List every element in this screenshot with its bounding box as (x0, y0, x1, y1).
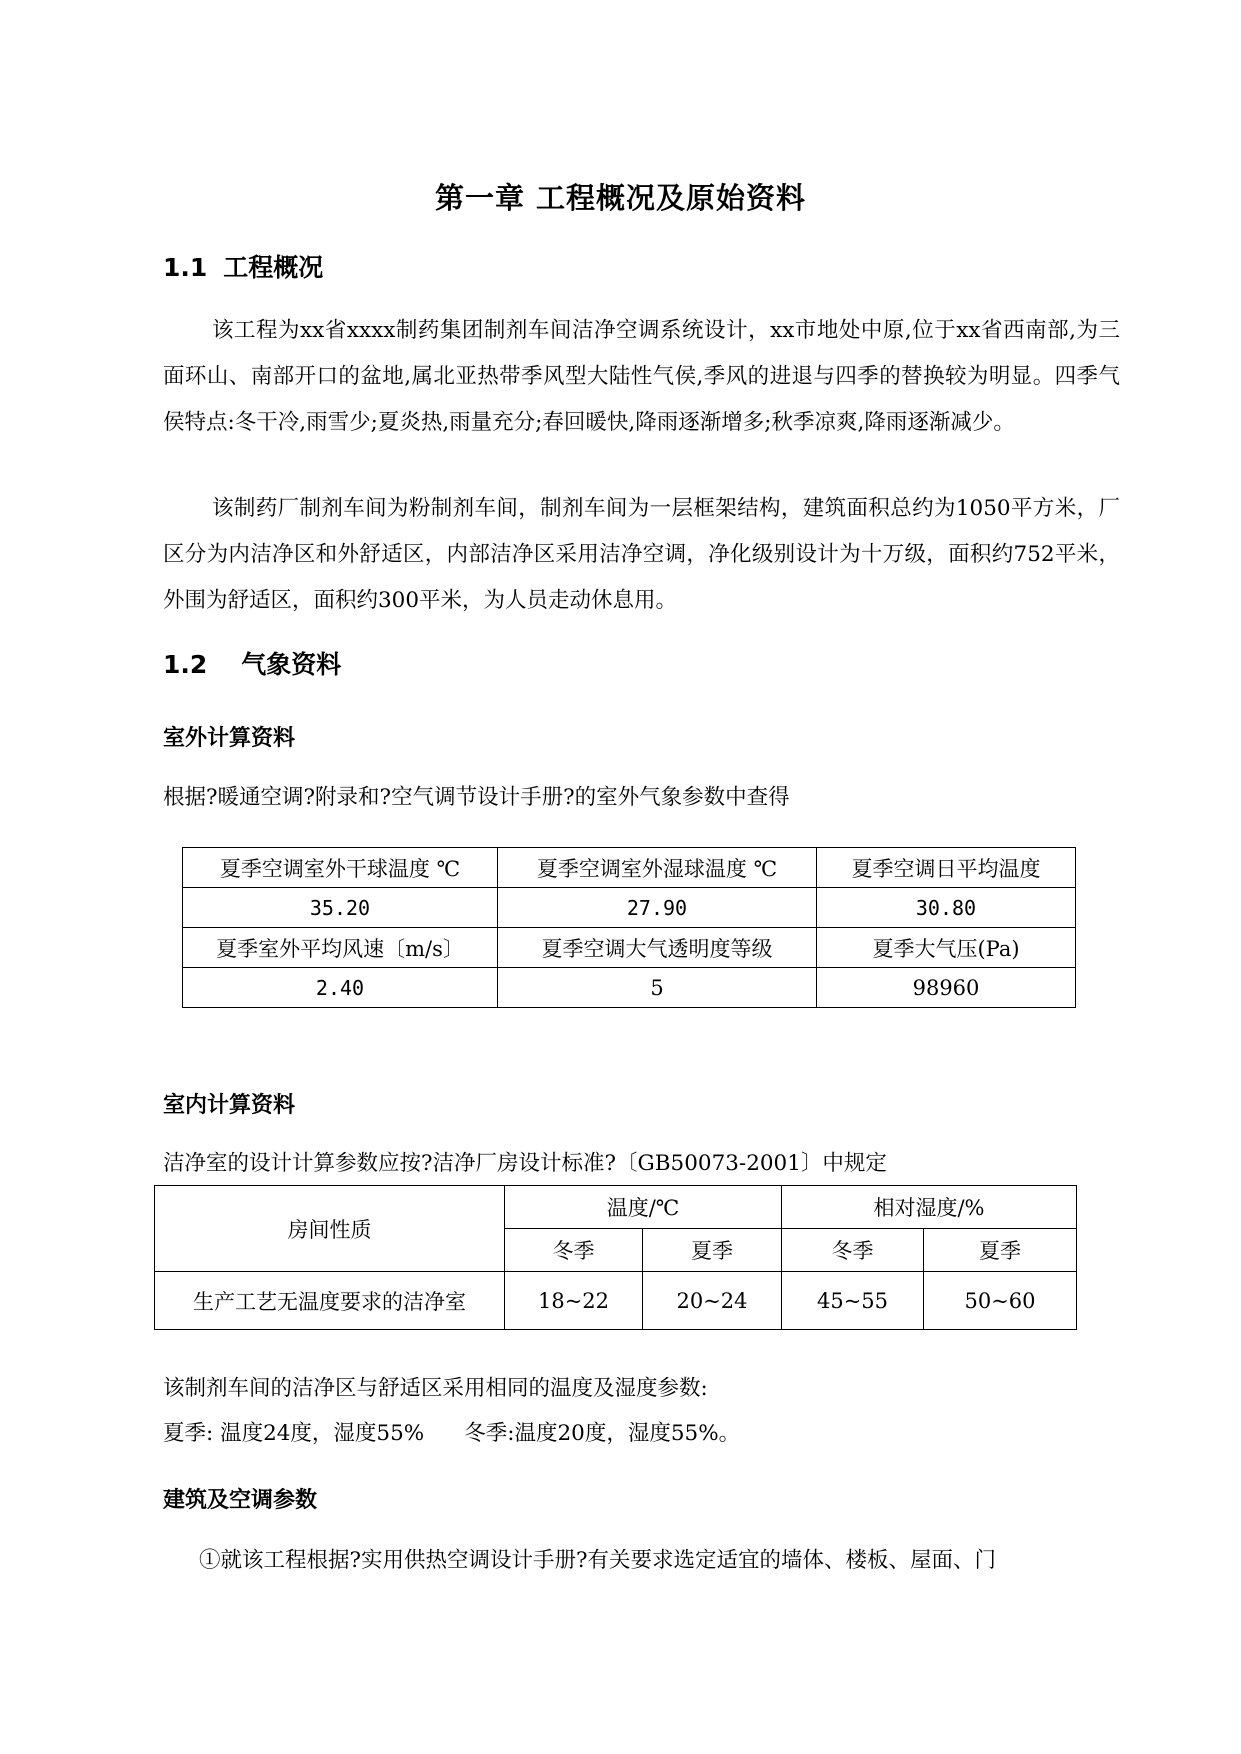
table-row (183, 928, 1076, 968)
table-header-cell: 冬季 (782, 1229, 924, 1272)
chapter-title: 第一章 工程概况及原始资料 (434, 181, 807, 215)
outdoor-data-heading: 室外计算资料 (163, 726, 296, 751)
table-cell: 18~22 (505, 1272, 643, 1330)
section-title: 气象资料 (241, 650, 342, 679)
table-header-cell: 相对湿度/% (782, 1186, 1077, 1229)
indoor-data-intro: 洁净室的设计计算参数应按?洁净厂房设计标准?〔GB50073-2001〕中规定 (163, 1151, 887, 1176)
table-header-cell: 夏季空调室外湿球温度 ℃ (498, 848, 817, 888)
building-params-heading: 建筑及空调参数 (163, 1488, 318, 1513)
indoor-data-heading: 室内计算资料 (163, 1093, 296, 1118)
overview-paragraph-2: 该制药厂制剂车间为粉制剂车间，制剂车间为一层框架结构，建筑面积总约为1050平方米，厂区分为内洁净区和外舒适区，内部洁净区采用洁净空调，净化级别设计为十万级，面积约752平米，外围为舒适区，面积约300平米，为人员走动休息用。 (163, 496, 1120, 613)
table-header-cell: 夏季空调室外干球温度 ℃ (183, 848, 498, 888)
summer-setting: 夏季: 温度24度，湿度55% (163, 1421, 425, 1446)
table-row (183, 888, 1076, 928)
table-cell: 5 (498, 968, 817, 1008)
table-cell: 30.80 (817, 888, 1076, 928)
indoor-setting-note: 该制剂车间的洁净区与舒适区采用相同的温度及湿度参数: (163, 1376, 708, 1401)
table-cell: 98960 (817, 968, 1076, 1008)
table-cell: 生产工艺无温度要求的洁净室 (155, 1272, 505, 1330)
table-row (183, 848, 1076, 888)
table-row (155, 1272, 1077, 1330)
section-number: 1.2 (163, 650, 208, 679)
table-cell: 50~60 (924, 1272, 1077, 1330)
winter-setting: 冬季:温度20度，湿度55%。 (464, 1421, 741, 1446)
table-cell: 45~55 (782, 1272, 924, 1330)
table-row (155, 1186, 1077, 1229)
outdoor-data-intro: 根据?暖通空调?附录和?空气调节设计手册?的室外气象参数中查得 (163, 785, 790, 810)
table-header-cell: 夏季大气压(Pa) (817, 928, 1076, 968)
section-title: 工程概况 (223, 253, 324, 282)
table-header-cell: 房间性质 (155, 1186, 505, 1272)
table-header-cell: 夏季 (643, 1229, 782, 1272)
table-header-cell: 夏季空调大气透明度等级 (498, 928, 817, 968)
table-cell: 27.90 (498, 888, 817, 928)
section-1-1-heading (163, 250, 323, 286)
indoor-parameters-table (154, 1185, 1077, 1330)
table-cell: 2.40 (183, 968, 498, 1008)
outdoor-parameters-table (182, 847, 1076, 1008)
table-cell: 20~24 (643, 1272, 782, 1330)
table-header-cell: 夏季空调日平均温度 (817, 848, 1076, 888)
section-number: 1.1 (163, 253, 208, 282)
overview-paragraph-1: 该工程为xx省xxxx制药集团制剂车间洁净空调系统设计，xx市地处中原,位于xx省西南部,为三面环山、南部开口的盆地,属北亚热带季风型大陆性气侯,季风的进退与四季的替换较为明显。四季气侯特点:冬干冷,雨雪少;夏炎热,雨量充分;春回暖快,降雨逐渐增多;秋季凉爽,降雨逐渐减少。 (163, 318, 1120, 435)
table-header-cell: 夏季 (924, 1229, 1077, 1272)
table-header-cell: 夏季室外平均风速〔m/s〕 (183, 928, 498, 968)
section-1-2-heading (163, 647, 341, 683)
table-cell: 35.20 (183, 888, 498, 928)
season-settings-line (163, 1418, 1123, 1450)
table-row (183, 968, 1076, 1008)
building-params-item-1: ①就该工程根据?实用供热空调设计手册?有关要求选定适宜的墙体、楼板、屋面、门 (199, 1548, 997, 1573)
table-header-cell: 冬季 (505, 1229, 643, 1272)
table-header-cell: 温度/℃ (505, 1186, 782, 1229)
